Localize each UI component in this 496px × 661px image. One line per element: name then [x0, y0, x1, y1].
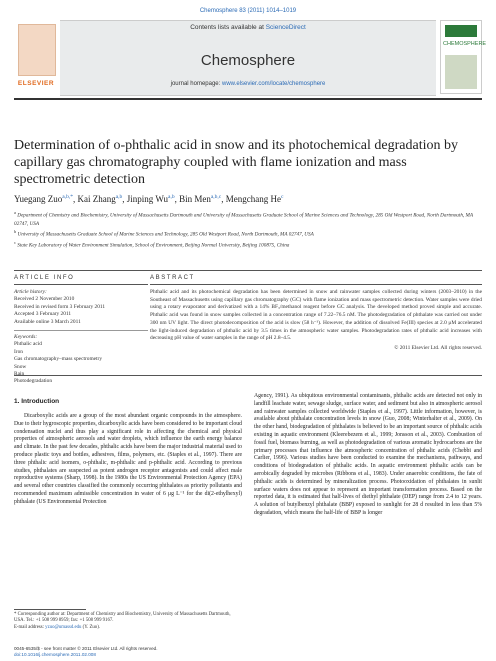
body-column-right — [254, 393, 482, 518]
cover-image — [445, 55, 477, 89]
history-item: Received in revised form 3 February 2011 — [14, 303, 106, 310]
author-list: Yuegang Zuo$^{a,b,*}$, Kai Zhang$^{a,b}$, Jinping Wu$^{a,b}$, Bin Men$^{a,b,c}$, Mengchang He$^c$ — [14, 194, 284, 204]
header-divider — [14, 98, 482, 100]
history-item: Received 2 November 2010 — [14, 296, 75, 303]
front-matter-divider — [14, 375, 482, 376]
contents-line — [60, 24, 436, 31]
corresponding-author-footnote — [14, 612, 242, 631]
footnote-text: * Corresponding author at: Department of Chemistry and Biochemistry, University of Massachusetts Dartmouth, USA. Tel.: +1 508 999 8959; fax: +1 508 999 9167. — [14, 612, 231, 624]
cover-journal-name: CHEMOSPHERE — [443, 41, 487, 47]
keyword: Iron — [14, 348, 23, 355]
journal-name: Chemosphere — [200, 52, 296, 69]
affiliation: $^b$ University of Massachusetts Graduate School of Marine Sciences and Technology, 285 Old Westport Road, North Dartmouth, MA 02747, USA — [14, 229, 314, 239]
affiliations — [14, 209, 482, 250]
keywords-divider — [14, 330, 148, 331]
body-column-left — [14, 413, 242, 507]
history-item: Available online 3 March 2011 — [14, 318, 81, 325]
abstract-divider — [150, 284, 482, 285]
article-info-divider — [14, 284, 148, 285]
publication-info — [14, 646, 314, 658]
author-affil-marker[interactable]: a,b,* — [62, 194, 73, 200]
author-name[interactable]: Bin Men — [179, 194, 211, 204]
footnote-divider — [14, 609, 86, 610]
history-item: Accepted 3 February 2011 — [14, 311, 72, 318]
article-info-panel — [14, 275, 148, 386]
keyword: Photodegradation — [14, 378, 53, 385]
author-affil-marker[interactable]: c — [280, 194, 284, 200]
cover-header-band — [445, 25, 477, 37]
abstract-copyright: © 2011 Elsevier Ltd. All rights reserved. — [394, 344, 482, 351]
homepage-link[interactable]: www.elsevier.com/locate/chemosphere — [221, 81, 326, 87]
author-affil-marker[interactable]: a,b — [168, 194, 175, 200]
email-link[interactable]: yzuo@umassd.edu — [45, 624, 82, 630]
journal-cover-thumbnail[interactable] — [440, 20, 487, 94]
history-label: Article history: — [14, 289, 47, 295]
affiliation: $^c$ State Key Laboratory of Water Environment Simulation, School of Environment, Beijing Normal University, Beijing 100875, China — [14, 240, 290, 250]
homepage-prefix: journal homepage: — [170, 81, 222, 87]
keyword: Snow — [14, 363, 27, 370]
author-name[interactable]: Yuegang Zuo — [14, 194, 63, 204]
issn-line: 0045-6535/$ - see front matter © 2011 Elsevier Ltd. All rights reserved. — [14, 646, 158, 651]
keyword: Phthalic acid — [14, 341, 42, 348]
article-title: Determination of o-phthalic acid in snow and its photochemical degradation by capillary gas chromatography coupled with flame ionization and mass spectrometric detection — [14, 138, 458, 187]
keyword: Gas chromatography–mass spectrometry — [14, 356, 103, 363]
article-info-heading: ARTICLE INFO — [14, 275, 75, 281]
abstract-heading: ABSTRACT — [150, 275, 195, 281]
abstract-text: Phthalic acid and its photochemical degradation has been determined in snow and rainwater samples collected during winters (2003–2010) in the Southeast of Massachusetts using capillary gas chromatography (GC) with flame ionization and mass spectrometric detection. Water samples were dried using a rotary evaporator and derivatized with a 14% BF₃/methanol reagent before GC analysis. The developed method proved simple and accurate. Phthalic acid was found in snow samples collected in a concentration range of 7.22–76.5 nM. The photodegradation of phthalate was carried out under 300 nm UV light. The direct photodecomposition of the acid is slow (58 h⁻¹). However, the addition of dissolved Fe(III) species at 2.0 μM accelerated the light-induced degradation of phthalic acid by 3.5 times in the atmospheric water samples. Photodegradation rates of phthalic acid increases with decreasing pH value of water samples in the range of pH 2.8–4.5. — [150, 289, 482, 342]
journal-homepage — [60, 81, 436, 87]
keywords-label: Keywords: — [14, 334, 38, 341]
journal-citation[interactable]: Chemosphere 83 (2011) 1014–1019 — [199, 8, 297, 14]
author-name[interactable]: Mengchang He — [225, 194, 281, 204]
journal-banner — [60, 20, 436, 96]
author-name[interactable]: Jinping Wu — [126, 194, 169, 204]
sciencedirect-link[interactable]: ScienceDirect — [265, 24, 306, 31]
elsevier-logo[interactable] — [14, 20, 58, 94]
author-affil-marker[interactable]: a,b,c — [210, 194, 222, 200]
section-heading: 1. Introduction — [14, 398, 60, 405]
abstract-panel — [150, 275, 482, 351]
author-affil-marker[interactable]: a,b — [115, 194, 123, 200]
intro-paragraph-continued: Agency, 1991). As ubiquitous environmental contaminants, phthalic acids are detected not only in landfill leachate water, sewage sludge, surface water, and sediment but also in atmospheric aerosol and rainwater samples collected worldwide (Staples et al., 1997). Little information, however, is available about phthalate concentration levels in snow (Guo, 2008; Winterhalter et al., 2009). On the other hand, biodegradation of phthalates is believed to be an important source of phthalic acids existing in aquatic environment (Kleerebezem et al., 1999; Jonsson et al., 2003). Combustion of fossil fuel, biomass burning, as well as photodegradation of various aromatic hydrocarbons are the primary processes that influence the atmospheric concentration of phthalic acids (Chebbi and Carlier, 1996). Various studies have been conducted to examine the mechanisms, pathways, and conditions of biodegradation of phthalic acids. In aquatic environment phthalic acids can be aerobically degraded by microbes (Ribbons et al., 1983). Under anaerobic conditions, the fate of phthalic acids is determined by mineralization process. Photooxidation of phthalates in sunlit surface waters does not appear to represent an important transformation process. Based on the reported data, it is estimated that half-lives of diethyl phthalate (DEP) range from 2.4 to 12 years. A solution of butylbenzyl phthalate (BBP) exposed to sunlight for 28 d resulted in less than 5% degradation, which means the half-life of BBP is longer — [254, 393, 482, 516]
affiliation-divider — [14, 270, 482, 271]
author-name[interactable]: Kai Zhang — [77, 194, 116, 204]
doi-link[interactable]: doi:10.1016/j.chemosphere.2011.02.008 — [14, 652, 96, 657]
elsevier-logo-text: ELSEVIER — [17, 80, 55, 87]
affiliation: $^a$ Department of Chemistry and Biochemistry, University of Massachusetts Dartmouth and University of Massachusetts Graduate School of Marine Sciences and Technology, 285 Old Westport Road, North Dartmouth, MA 02747, USA — [14, 210, 473, 228]
email-suffix: (Y. Zuo). — [81, 624, 101, 630]
contents-prefix: Contents lists available at — [190, 24, 266, 31]
elsevier-tree-icon — [18, 24, 56, 76]
intro-paragraph: Dicarboxylic acids are a group of the most abundant organic compounds in the atmosphere. Due to their hygroscopic properties, dicarboxylic acids have been considered to be important cloud condensation nuclei and thus play a significant role in affecting the chemical and physical properties of atmospheric aerosols and water droplets, which influence the earth energy balance and climate. In the past few decades, phthalic acids have been the major industrial material used to produce plastic toys and bottles, adhesives, films, polymers, etc. (Staples et al., 1997). There are three phthalic acid isomers, o-phthalic, m-phthalic and p-phthalic acid. According to previous studies, phthalates are suspected as potent androgen receptor antagonists and could affect male reproductive systems (Sharp, 1998). In the 1980s the US Environmental Protection Agency (EPA) and several other countries classified the commonly occurring phthalates as priority pollutants and recommended maximum admissible concentration in water of 6 μg L⁻¹ for the di(2-ethylhexyl) phthalate (US Environmental Protection — [14, 413, 243, 505]
email-label: E-mail address: — [14, 624, 46, 630]
